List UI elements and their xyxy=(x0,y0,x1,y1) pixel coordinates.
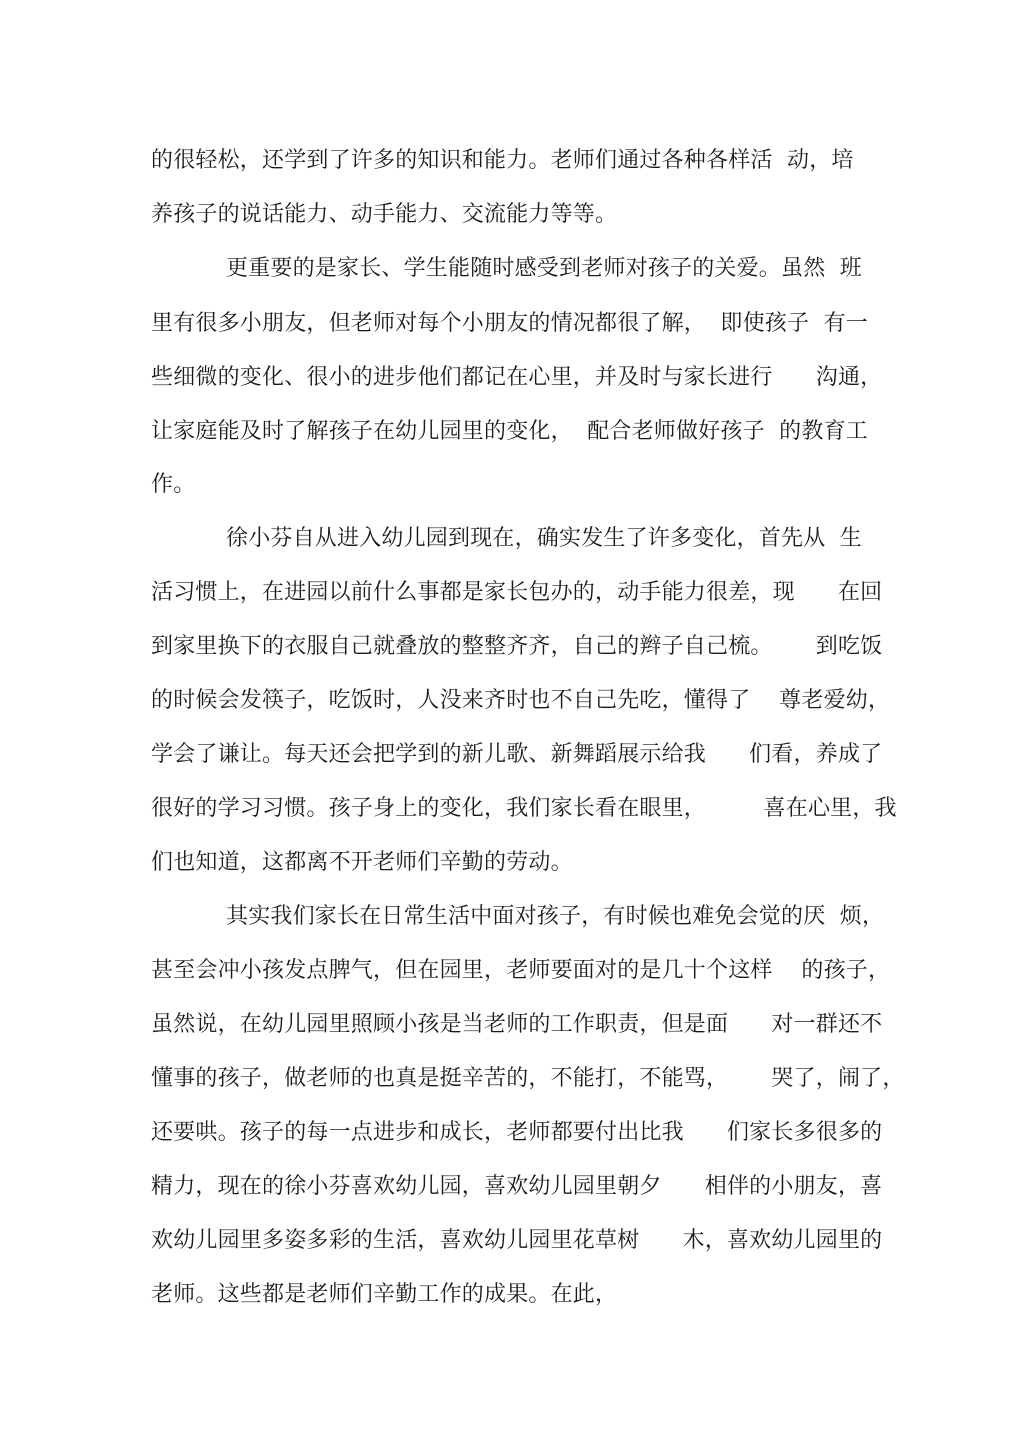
text-line: 作。 xyxy=(151,472,196,497)
text-line: 些细微的变化、很小的进步他们都记在心里，并及时与家长进行 沟通， xyxy=(151,365,883,390)
paragraph-start-line: 其实我们家长在日常生活中面对孩子，有时候也难免会觉的厌 烦， xyxy=(226,904,885,929)
text-line: 们也知道，这都离不开老师们辛勤的劳动。 xyxy=(151,850,573,875)
text-line: 养孩子的说话能力、动手能力、交流能力等等。 xyxy=(151,202,618,227)
text-line: 的很轻松，还学到了许多的知识和能力。老师们通过各种各样活 动，培 xyxy=(151,148,854,173)
text-line: 让家庭能及时了解孩子在幼儿园里的变化， 配合老师做好孩子 的教育工 xyxy=(151,419,868,444)
paragraph-start-line: 更重要的是家长、学生能随时感受到老师对孩子的关爱。虽然 班 xyxy=(226,256,862,281)
text-line: 老师。这些都是老师们辛勤工作的成果。在此， xyxy=(151,1282,618,1307)
text-line: 精力，现在的徐小芬喜欢幼儿园，喜欢幼儿园里朝夕 相伴的小朋友，喜 xyxy=(151,1174,883,1199)
text-line: 懂事的孩子，做老师的也真是挺辛苦的，不能打，不能骂， 哭了，闹了， xyxy=(151,1066,905,1091)
text-line: 还要哄。孩子的每一点进步和成长，老师都要付出比我 们家长多很多的 xyxy=(151,1120,883,1145)
text-line: 虽然说，在幼儿园里照顾小孩是当老师的工作职责，但是面 对一群还不 xyxy=(151,1012,883,1037)
text-line: 很好的学习习惯。孩子身上的变化，我们家长看在眼里， 喜在心里，我 xyxy=(151,796,897,821)
text-line: 甚至会冲小孩发点脾气，但在园里，老师要面对的是几十个这样 的孩子， xyxy=(151,958,891,983)
text-line: 里有很多小朋友，但老师对每个小朋友的情况都很了解， 即使孩子 有一 xyxy=(151,311,868,336)
paragraph-start-line: 徐小芬自从进入幼儿园到现在，确实发生了许多变化，首先从 生 xyxy=(226,526,862,551)
text-line: 欢幼儿园里多姿多彩的生活，喜欢幼儿园里花草树 木，喜欢幼儿园里的 xyxy=(151,1228,883,1253)
text-line: 学会了谦让。每天还会把学到的新儿歌、新舞蹈展示给我 们看，养成了 xyxy=(151,742,883,767)
text-line: 活习惯上，在进园以前什么事都是家长包办的，动手能力很差，现 在回 xyxy=(151,580,883,605)
text-line: 的时候会发筷子，吃饭时，人没来齐时也不自己先吃，懂得了 尊老爱幼， xyxy=(151,688,891,713)
text-line: 到家里换下的衣服自己就叠放的整整齐齐，自己的辫子自己梳。 到吃饭 xyxy=(151,634,883,659)
